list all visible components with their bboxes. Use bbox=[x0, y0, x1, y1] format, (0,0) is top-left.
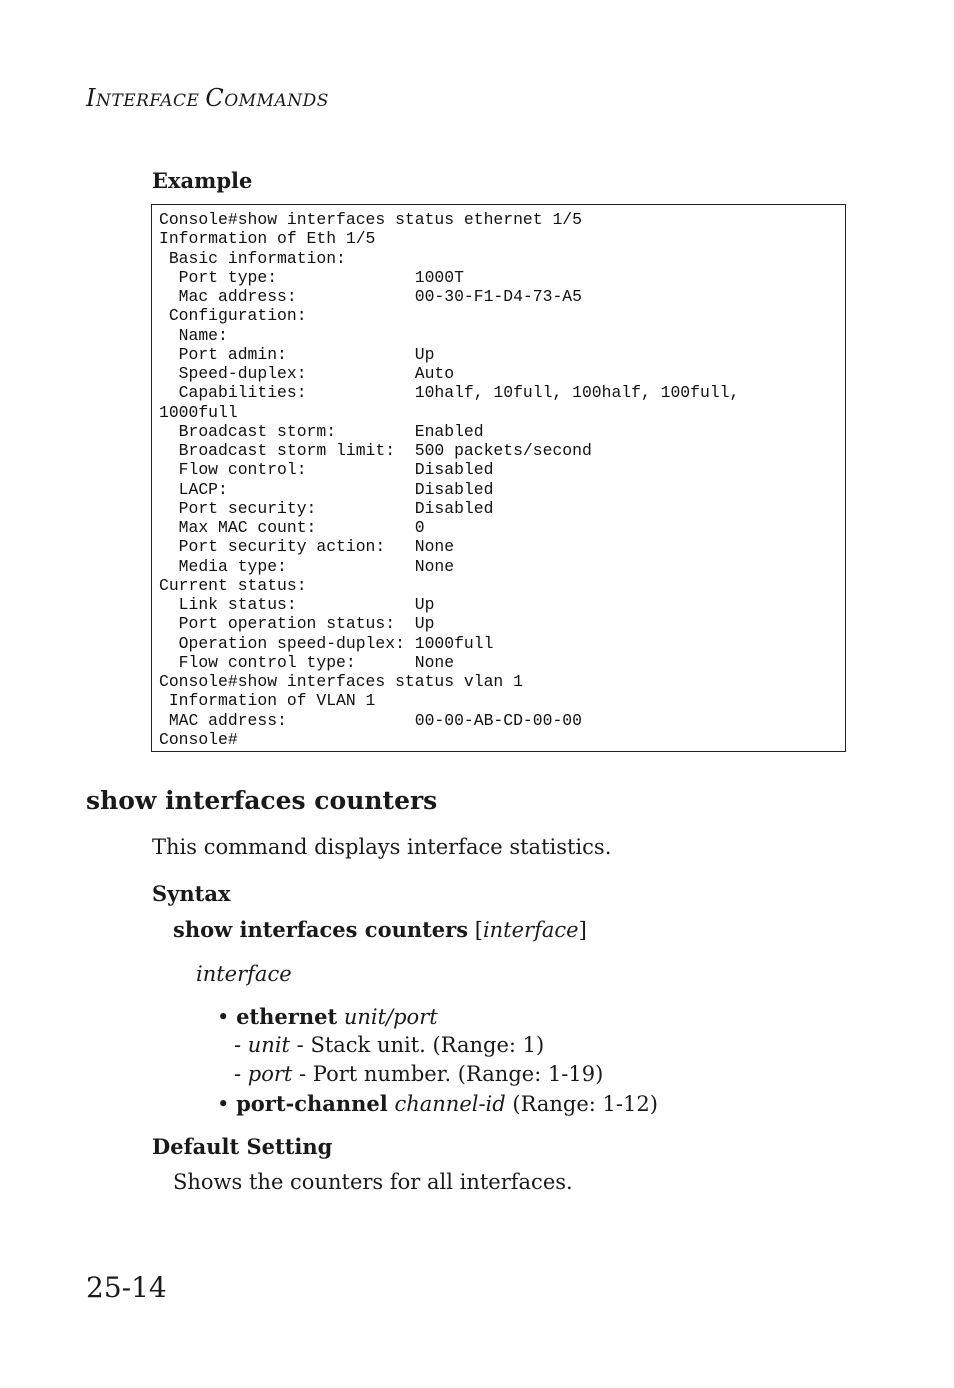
running-header-cap1: I bbox=[86, 84, 96, 112]
list-item-ethernet bbox=[217, 1004, 438, 1029]
range-text: (Range: 1-12) bbox=[505, 1092, 658, 1116]
console-line: Information of VLAN 1 bbox=[159, 691, 376, 711]
syntax-close-bracket: ] bbox=[578, 918, 587, 942]
console-line: Speed-duplex: Auto bbox=[159, 364, 455, 383]
console-line: MAC address: 00-00-AB-CD-00-00 bbox=[159, 710, 582, 730]
console-line: Current status: bbox=[159, 575, 307, 595]
parameter-name: interface bbox=[196, 962, 292, 986]
keyword-ethernet: ethernet bbox=[236, 1004, 338, 1029]
bullet: • bbox=[217, 1092, 237, 1116]
console-line: Port security: Disabled bbox=[159, 498, 494, 518]
console-line: Console#show interfaces status vlan 1 bbox=[159, 672, 523, 691]
default-setting-text: Shows the counters for all interfaces. bbox=[173, 1170, 573, 1194]
console-line: Port type: 1000T bbox=[159, 267, 464, 287]
console-line: Information of Eth 1/5 bbox=[159, 229, 376, 249]
console-line: Mac address: 00-30-F1-D4-73-A5 bbox=[159, 287, 582, 306]
console-line: Link status: Up bbox=[159, 595, 435, 614]
console-line: Basic information: bbox=[159, 248, 346, 268]
running-header-rest1: NTERFACE bbox=[95, 91, 206, 111]
command-description: This command displays interface statistics. bbox=[152, 835, 612, 859]
syntax-heading: Syntax bbox=[152, 881, 231, 906]
default-setting-heading: Default Setting bbox=[152, 1134, 333, 1159]
keyword-port-channel: port-channel bbox=[236, 1091, 388, 1116]
sub-item-port bbox=[234, 1062, 603, 1086]
syntax-param: interface bbox=[482, 918, 579, 942]
console-line: Capabilities: 10half, 10full, 100half, 100full, bbox=[159, 383, 740, 403]
sub-item-unit-name: unit bbox=[247, 1033, 290, 1057]
list-item-port-channel bbox=[217, 1091, 658, 1116]
console-example-box bbox=[151, 204, 846, 752]
console-line: Flow control: Disabled bbox=[159, 460, 494, 480]
console-line: Port admin: Up bbox=[159, 344, 435, 364]
console-line: Flow control type: None bbox=[159, 652, 455, 672]
console-line: Configuration: bbox=[159, 306, 307, 326]
console-line: Media type: None bbox=[159, 556, 455, 576]
sub-item-port-text: - Port number. (Range: 1-19) bbox=[292, 1062, 604, 1086]
section-title: show interfaces counters bbox=[86, 786, 438, 815]
syntax-open-bracket: [ bbox=[468, 918, 483, 942]
dash: - bbox=[234, 1062, 248, 1086]
console-line: Port operation status: Up bbox=[159, 614, 435, 634]
page-number: 25-14 bbox=[86, 1271, 167, 1304]
arg-channel-id: channel-id bbox=[387, 1092, 506, 1116]
console-line: Console#show interfaces status ethernet 1/5 bbox=[159, 210, 582, 229]
bullet: • bbox=[217, 1005, 237, 1029]
arg-unit-port: unit/port bbox=[337, 1005, 438, 1029]
console-line: Console# bbox=[159, 729, 238, 749]
running-header bbox=[86, 84, 329, 112]
console-line: Name: bbox=[159, 325, 228, 345]
dash: - bbox=[234, 1033, 248, 1057]
console-line: Broadcast storm limit: 500 packets/second bbox=[159, 441, 592, 460]
sub-item-unit bbox=[234, 1033, 544, 1057]
console-line: LACP: Disabled bbox=[159, 479, 494, 499]
console-line: Port security action: None bbox=[159, 537, 455, 557]
console-line: Broadcast storm: Enabled bbox=[159, 421, 484, 441]
syntax-command: show interfaces counters bbox=[173, 917, 469, 942]
example-heading: Example bbox=[152, 168, 253, 193]
console-line: 1000full bbox=[159, 402, 238, 422]
running-header-cap2: C bbox=[205, 84, 225, 112]
syntax-line bbox=[173, 917, 587, 942]
console-line: Max MAC count: 0 bbox=[159, 518, 425, 537]
running-header-rest2: OMMANDS bbox=[224, 91, 329, 111]
sub-item-port-name: port bbox=[247, 1062, 293, 1086]
console-line: Operation speed-duplex: 1000full bbox=[159, 633, 494, 653]
sub-item-unit-text: - Stack unit. (Range: 1) bbox=[290, 1033, 545, 1057]
